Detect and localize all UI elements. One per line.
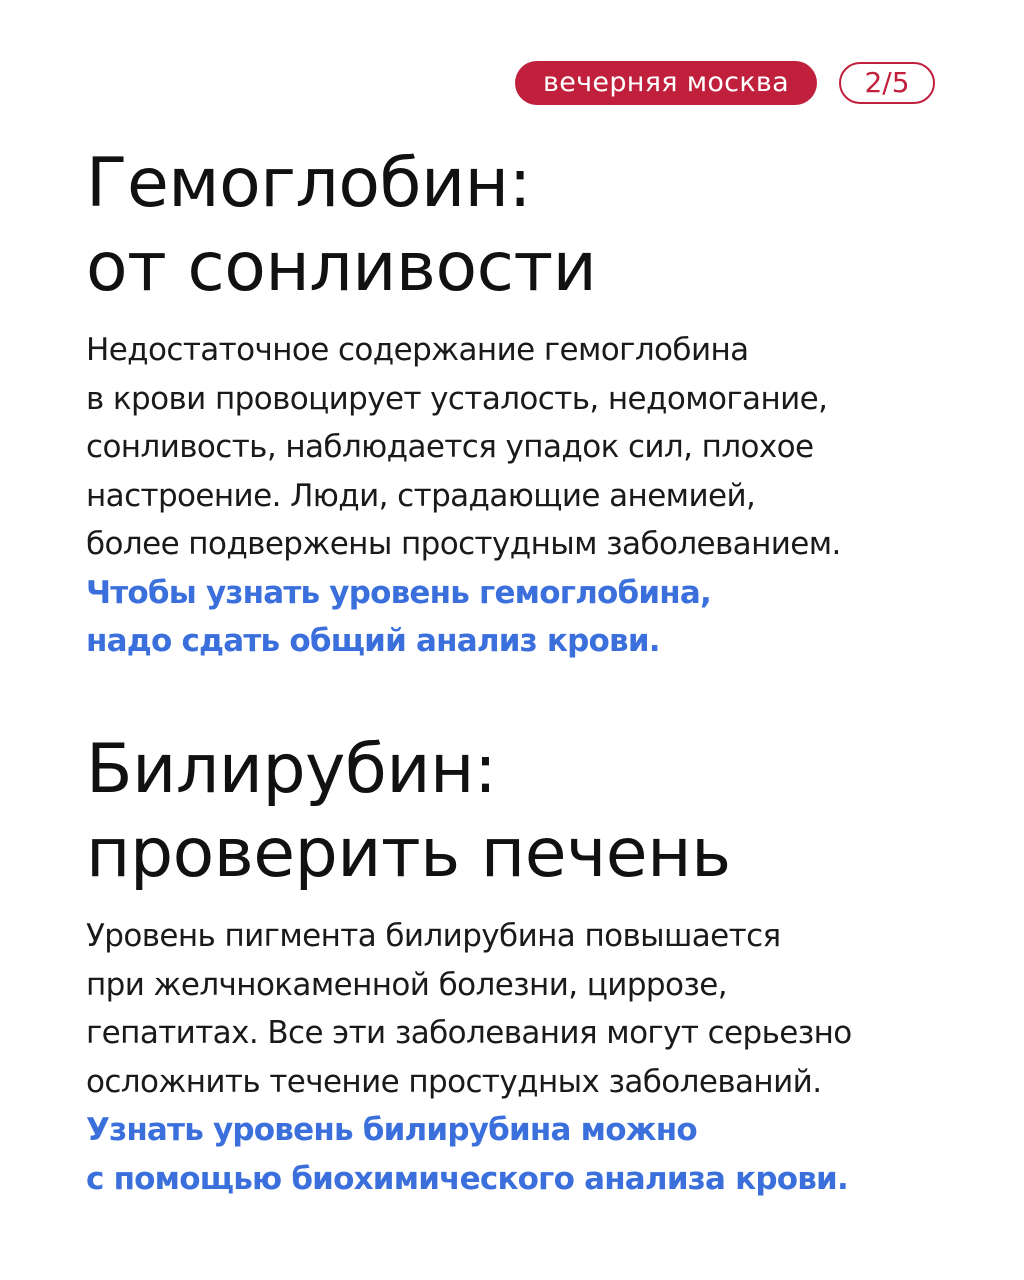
highlight-line: Узнать уровень билирубина можно xyxy=(86,1112,697,1148)
top-bar xyxy=(515,61,935,105)
section-highlight xyxy=(86,1106,966,1203)
heading-line: от сонливости xyxy=(86,228,597,307)
section-hemoglobin xyxy=(86,142,966,666)
body-line: при желчнокаменной болезни, циррозе, xyxy=(86,966,727,1003)
heading-line: Билирубин: xyxy=(86,730,497,809)
section-heading xyxy=(86,142,966,310)
highlight-line: с помощью биохимического анализа крови. xyxy=(86,1160,848,1197)
body-line: в крови провоцирует усталость, недомогание, xyxy=(86,380,828,417)
section-highlight xyxy=(86,569,966,666)
body-line: более подвержены простудным заболеванием. xyxy=(86,526,841,562)
body-line: гепатитах. Все эти заболевания могут серьезно xyxy=(86,1015,852,1051)
section-bilirubin xyxy=(86,728,966,1203)
body-line: настроение. Люди, страдающие анемией, xyxy=(86,477,756,514)
highlight-line: Чтобы узнать уровень гемоглобина, xyxy=(86,574,711,611)
body-line: Уровень пигмента билирубина повышается xyxy=(86,918,781,954)
section-body xyxy=(86,912,966,1106)
highlight-line: надо сдать общий анализ крови. xyxy=(86,623,660,659)
heading-line: Гемоглобин: xyxy=(86,144,531,223)
page-counter: 2/5 xyxy=(839,62,935,104)
section-body xyxy=(86,326,966,569)
body-line: осложнить течение простудных заболеваний. xyxy=(86,1063,822,1100)
body-line: Недостаточное содержание гемоглобина xyxy=(86,332,749,368)
heading-line: проверить печень xyxy=(86,814,731,893)
brand-badge: вечерняя москва xyxy=(515,61,817,105)
section-heading xyxy=(86,728,966,896)
body-line: сонливость, наблюдается упадок сил, плохое xyxy=(86,429,814,465)
